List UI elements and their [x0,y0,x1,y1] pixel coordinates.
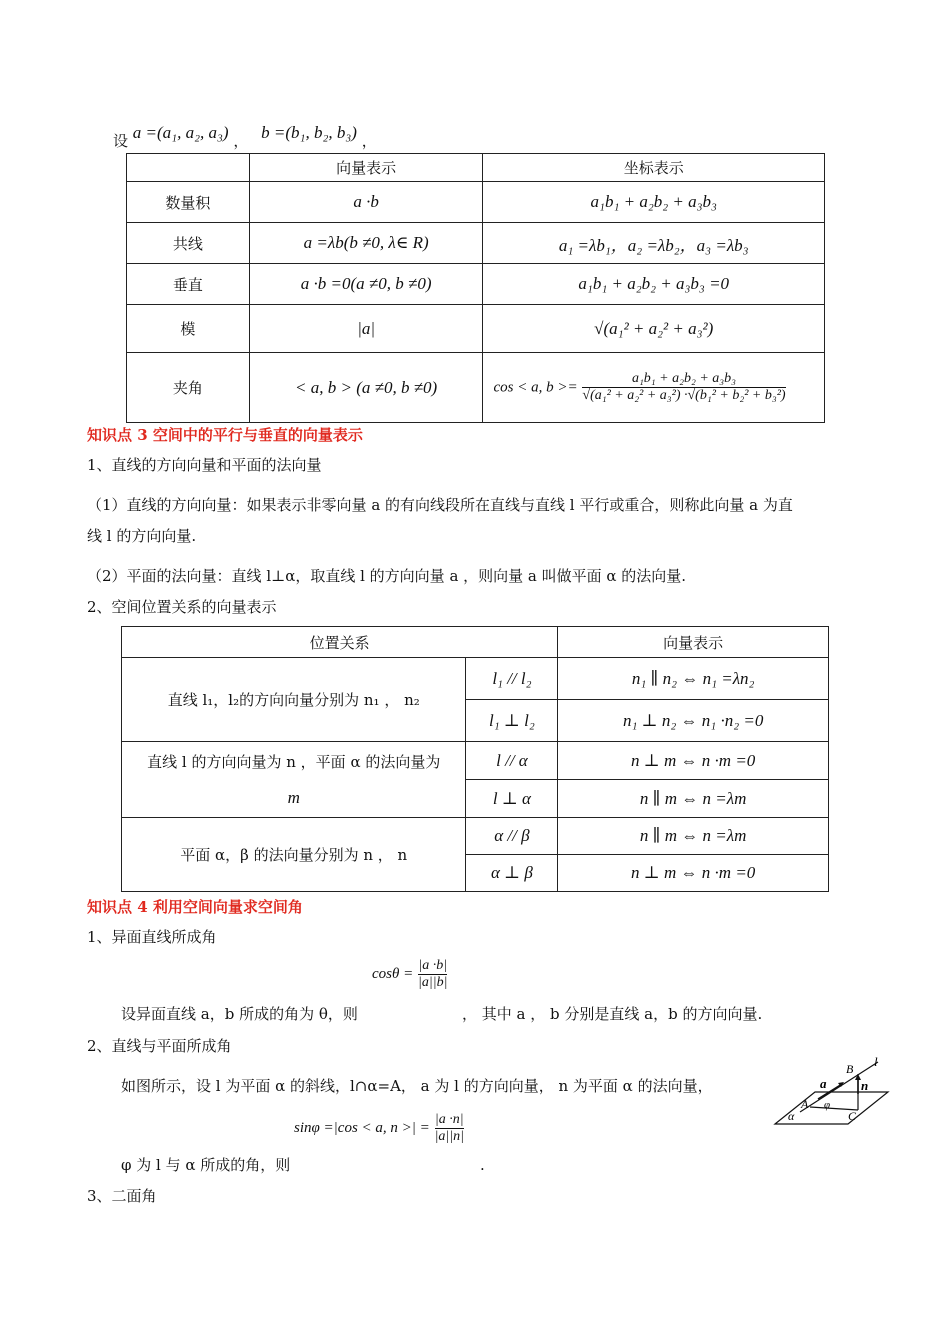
label-alpha: α [788,1109,795,1123]
vector-cell: n₁ ⊥ n₂ ⇔ n₁ ·n₂ =0 [558,700,829,742]
label-phi: φ [824,1099,831,1111]
relation-cell: l₁ // l₂ [466,658,558,700]
kp4-para1-before: 设异面直线 a，b 所成的角为 θ，则 [121,1005,358,1023]
table1-header-coord: 坐标表示 [483,154,825,182]
row-label: 垂直 [127,264,250,305]
formula-cos-theta [372,958,447,991]
group-desc-line1: 直线 l 的方向向量为 n ，平面 α 的法向量为 [147,752,441,771]
kp3-para2: （2）平面的法向量：直线 l⊥α，取直线 l 的方向向量 a ，则向量 a 叫做平面 α 的法向量. [87,567,687,585]
table2-header-vector: 向量表示 [558,627,829,658]
intro-line [113,122,377,150]
vector-operations-table [126,153,825,423]
row-label: 共线 [127,223,250,264]
kp3-para1-line2: 线 l 的方向向量. [87,527,197,545]
formula1-numerator: |a ·b| [418,958,448,973]
group-desc: 直线 l₁，l₂的方向向量分别为 n₁ ， n₂ [122,658,466,742]
relation-cell: l₁ ⊥ l₂ [466,700,558,742]
label-l: l [874,1054,878,1069]
position-relation-table [121,626,829,892]
angle-fraction [582,371,785,404]
row-label: 模 [127,305,250,353]
row-label: 夹角 [127,353,250,423]
vector-cell: n ∥ m ⇔ n =λm [558,780,829,818]
kp3-para1-line1: （1）直线的方向向量：如果表示非零向量 a 的有向线段所在直线与直线 l 平行或重合，则称此向量 a 为直 [87,496,793,514]
angle-coord-cell [483,353,825,423]
label-n: n [861,1078,869,1093]
vector-cell: n ⊥ m ⇔ n ·m =0 [558,855,829,892]
group-desc: 平面 α，β 的法向量分别为 n ， n [122,818,466,892]
label-B: B [846,1062,854,1076]
relation-cell: α // β [466,818,558,855]
intro-end: ， [361,132,377,150]
relation-cell: α ⊥ β [466,855,558,892]
label-A: A [801,1097,809,1111]
label-a: a [820,1076,827,1091]
formula2-lhs: sinφ =|cos < a, n >| = [294,1120,430,1136]
formula1-fraction [418,958,447,991]
angle-cos-prefix: cos < a, b >= [493,379,578,396]
formula2-fraction [435,1112,464,1145]
row-label: 数量积 [127,182,250,223]
vector-cell: n ⊥ m ⇔ n ·m =0 [558,742,829,780]
angle-numerator: a₁b₁ + a₂b₂ + a₃b₃ [631,371,737,386]
vector-b-def: b =(b₁, b₂, b₃) [261,123,357,142]
row-vector: |a| [249,305,483,353]
vector-cell: n₁ ∥ n₂ ⇔ n₁ =λn₂ [558,658,829,700]
intro-sep: ， [233,132,249,150]
row-vector: a ·b [249,182,483,223]
row-coord: √(a₁² + a₂² + a₃²) [483,305,825,353]
row-coord: a₁ =λb₁，a₂ =λb₂，a₃ =λb₃ [483,223,825,264]
line-plane-angle-figure [770,1052,895,1127]
group-desc-line2: m [287,787,300,807]
table2-header-relation: 位置关系 [122,627,558,658]
kp3-section1: 1、直线的方向向量和平面的法向量 [87,456,322,474]
formula-sin-phi [294,1112,464,1145]
kp4-para3-after: . [480,1156,485,1174]
vector-cell: n ∥ m ⇔ n =λm [558,818,829,855]
row-vector: a =λb(b ≠0, λ∈ R) [249,223,483,264]
formula1-denominator: |a||b| [418,975,448,990]
row-vector: a ·b =0(a ≠0, b ≠0) [249,264,483,305]
formula2-numerator: |a ·n| [434,1112,464,1127]
kp4-para1-after: ， 其中 a ， b 分别是直线 a，b 的方向向量. [462,1005,763,1023]
intro-prefix: 设 [113,132,129,150]
kp4-title: 知识点 4 利用空间向量求空间角 [87,898,303,916]
label-C: C [848,1109,857,1123]
kp3-title: 知识点 3 空间中的平行与垂直的向量表示 [87,426,363,444]
vector-a-def: a =(a₁, a₂, a₃) [132,123,229,142]
formula1-lhs: cosθ = [372,966,414,982]
kp3-section2: 2、空间位置关系的向量表示 [87,598,277,616]
table1-header-empty [127,154,250,182]
row-coord: a₁b₁ + a₂b₂ + a₃b₃ [483,182,825,223]
relation-cell: l // α [466,742,558,780]
row-vector: < a, b > (a ≠0, b ≠0) [249,353,483,423]
kp4-section3: 3、二面角 [87,1187,157,1205]
kp4-section1: 1、异面直线所成角 [87,928,217,946]
angle-denominator: √(a₁² + a₂² + a₃²) ·√(b₁² + b₂² + b₃²) [582,388,786,403]
table1-header-vector: 向量表示 [249,154,483,182]
row-coord: a₁b₁ + a₂b₂ + a₃b₃ =0 [483,264,825,305]
formula2-denominator: |a||n| [434,1129,464,1144]
relation-cell: l ⊥ α [466,780,558,818]
kp4-para3-before: φ 为 l 与 α 所成的角，则 [121,1156,291,1174]
kp4-para2: 如图所示，设 l 为平面 α 的斜线，l∩α=A， a 为 l 的方向向量， n 为平面 α 的法向量， [121,1077,713,1095]
group-desc [122,742,466,818]
kp4-section2: 2、直线与平面所成角 [87,1037,232,1055]
